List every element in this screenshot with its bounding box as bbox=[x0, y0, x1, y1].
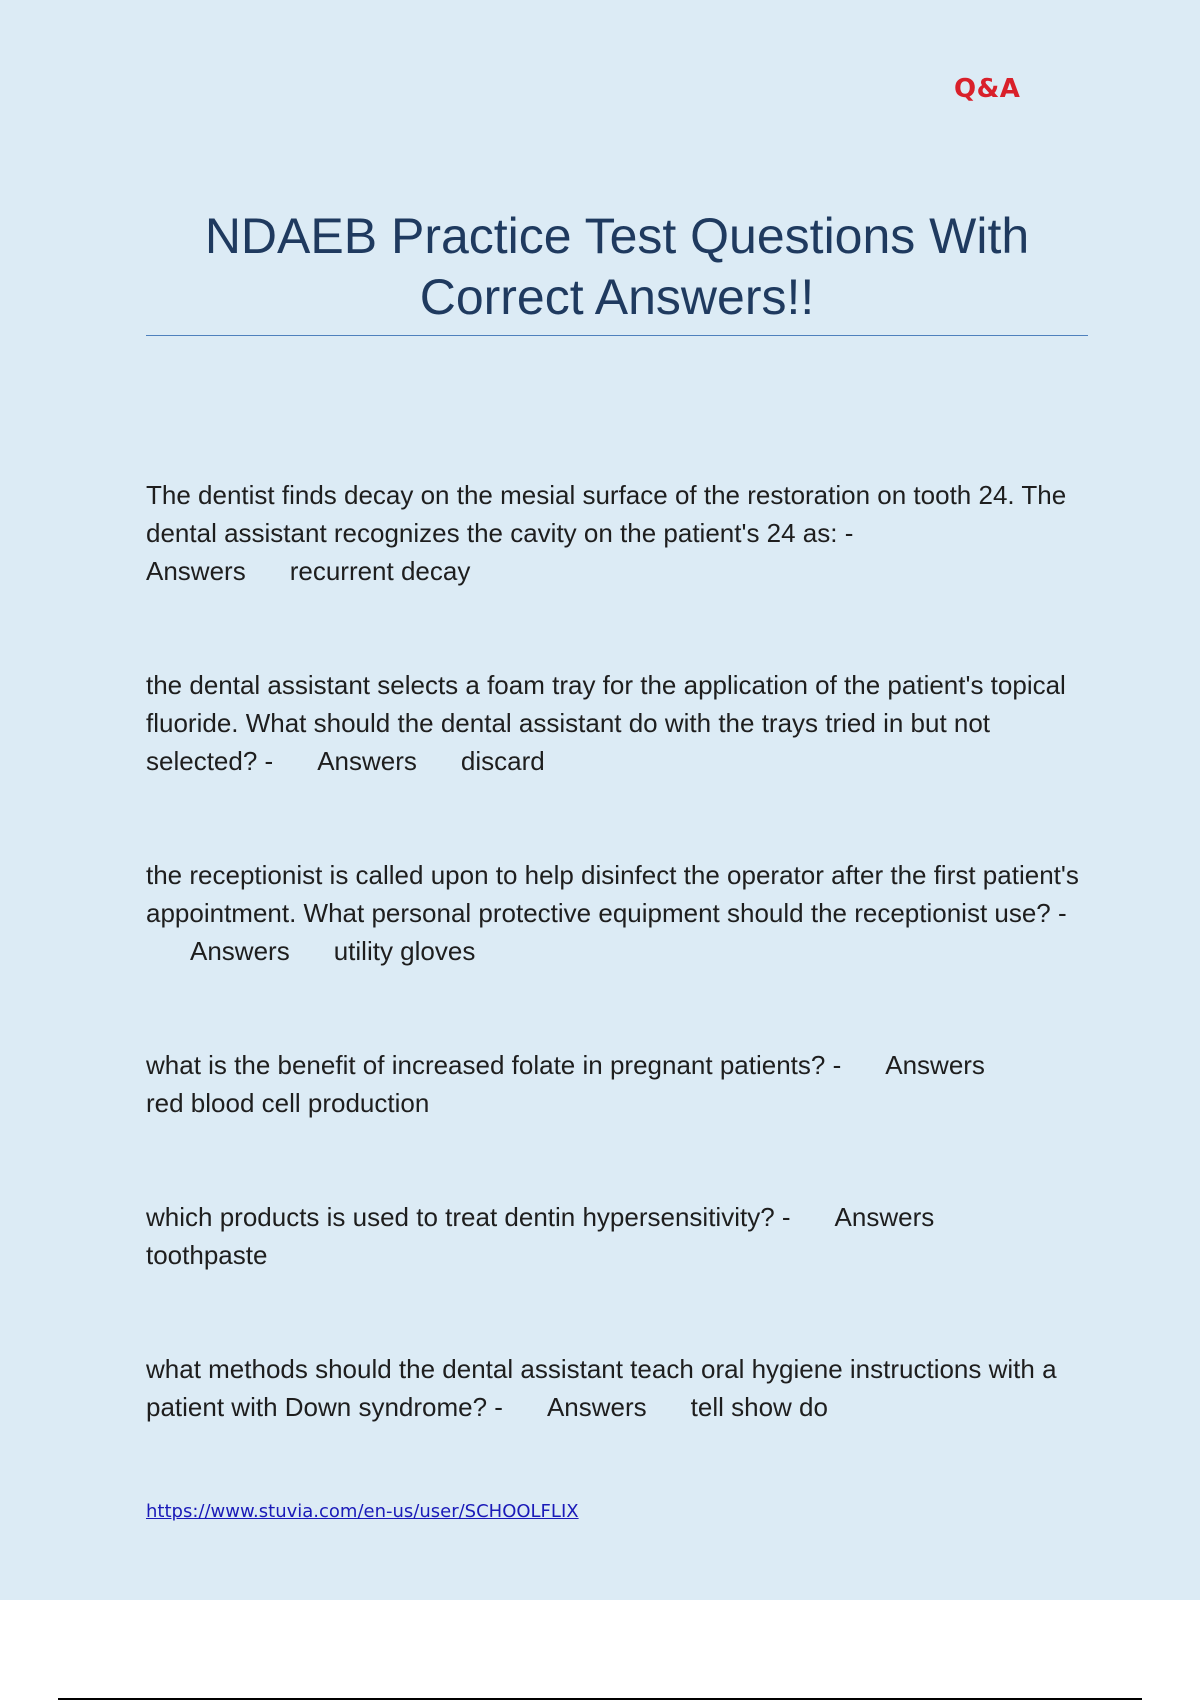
question-text: the receptionist is called upon to help disinfect the operator after the first patient's appointment. What personal protective equipment should the receptionist use? - bbox=[146, 860, 1079, 928]
answers-label: Answers bbox=[190, 936, 290, 966]
question-text: The dentist finds decay on the mesial surface of the restoration on tooth 24. The dental assistant recognizes the cavity on the patient's 24 as: - bbox=[146, 480, 1067, 548]
qa-item-2 bbox=[146, 666, 1096, 780]
document-title bbox=[146, 206, 1088, 328]
answer-text: recurrent decay bbox=[289, 556, 471, 586]
title-line-1: NDAEB Practice Test Questions With bbox=[204, 208, 1030, 264]
answers-label: Answers bbox=[885, 1050, 985, 1080]
question-text: the dental assistant selects a foam tray for the application of the patient's topical fluoride. What should the dental assistant do with the trays tried in but not selected? - bbox=[146, 670, 1066, 776]
answers-label: Answers bbox=[546, 1392, 647, 1422]
question-text: which products is used to treat dentin hypersensitivity? - bbox=[146, 1202, 791, 1232]
question-text: what methods should the dental assistant teach oral hygiene instructions with a patient with Down syndrome? - bbox=[146, 1354, 1057, 1422]
qa-item-1 bbox=[146, 476, 1096, 590]
answers-label: Answers bbox=[146, 556, 246, 586]
answer-text: red blood cell production bbox=[146, 1088, 430, 1118]
answers-label: Answers bbox=[317, 746, 417, 776]
qa-list bbox=[146, 476, 1096, 1502]
question-text: what is the benefit of increased folate in pregnant patients? - bbox=[146, 1050, 842, 1080]
answer-text: utility gloves bbox=[333, 936, 476, 966]
title-underline bbox=[146, 335, 1088, 336]
qa-item-4 bbox=[146, 1046, 1096, 1122]
title-line-2: Correct Answers!! bbox=[419, 269, 815, 325]
answer-text: discard bbox=[460, 746, 545, 776]
qa-tag: Q&A bbox=[954, 74, 1021, 104]
qa-item-5 bbox=[146, 1198, 1096, 1274]
answer-text: toothpaste bbox=[146, 1240, 268, 1270]
answer-text: tell show do bbox=[690, 1392, 828, 1422]
answers-label: Answers bbox=[834, 1202, 935, 1232]
qa-item-3 bbox=[146, 856, 1096, 970]
qa-item-6 bbox=[146, 1350, 1096, 1426]
source-link[interactable]: https://www.stuvia.com/en-us/user/SCHOOLFLIX bbox=[146, 1501, 579, 1522]
